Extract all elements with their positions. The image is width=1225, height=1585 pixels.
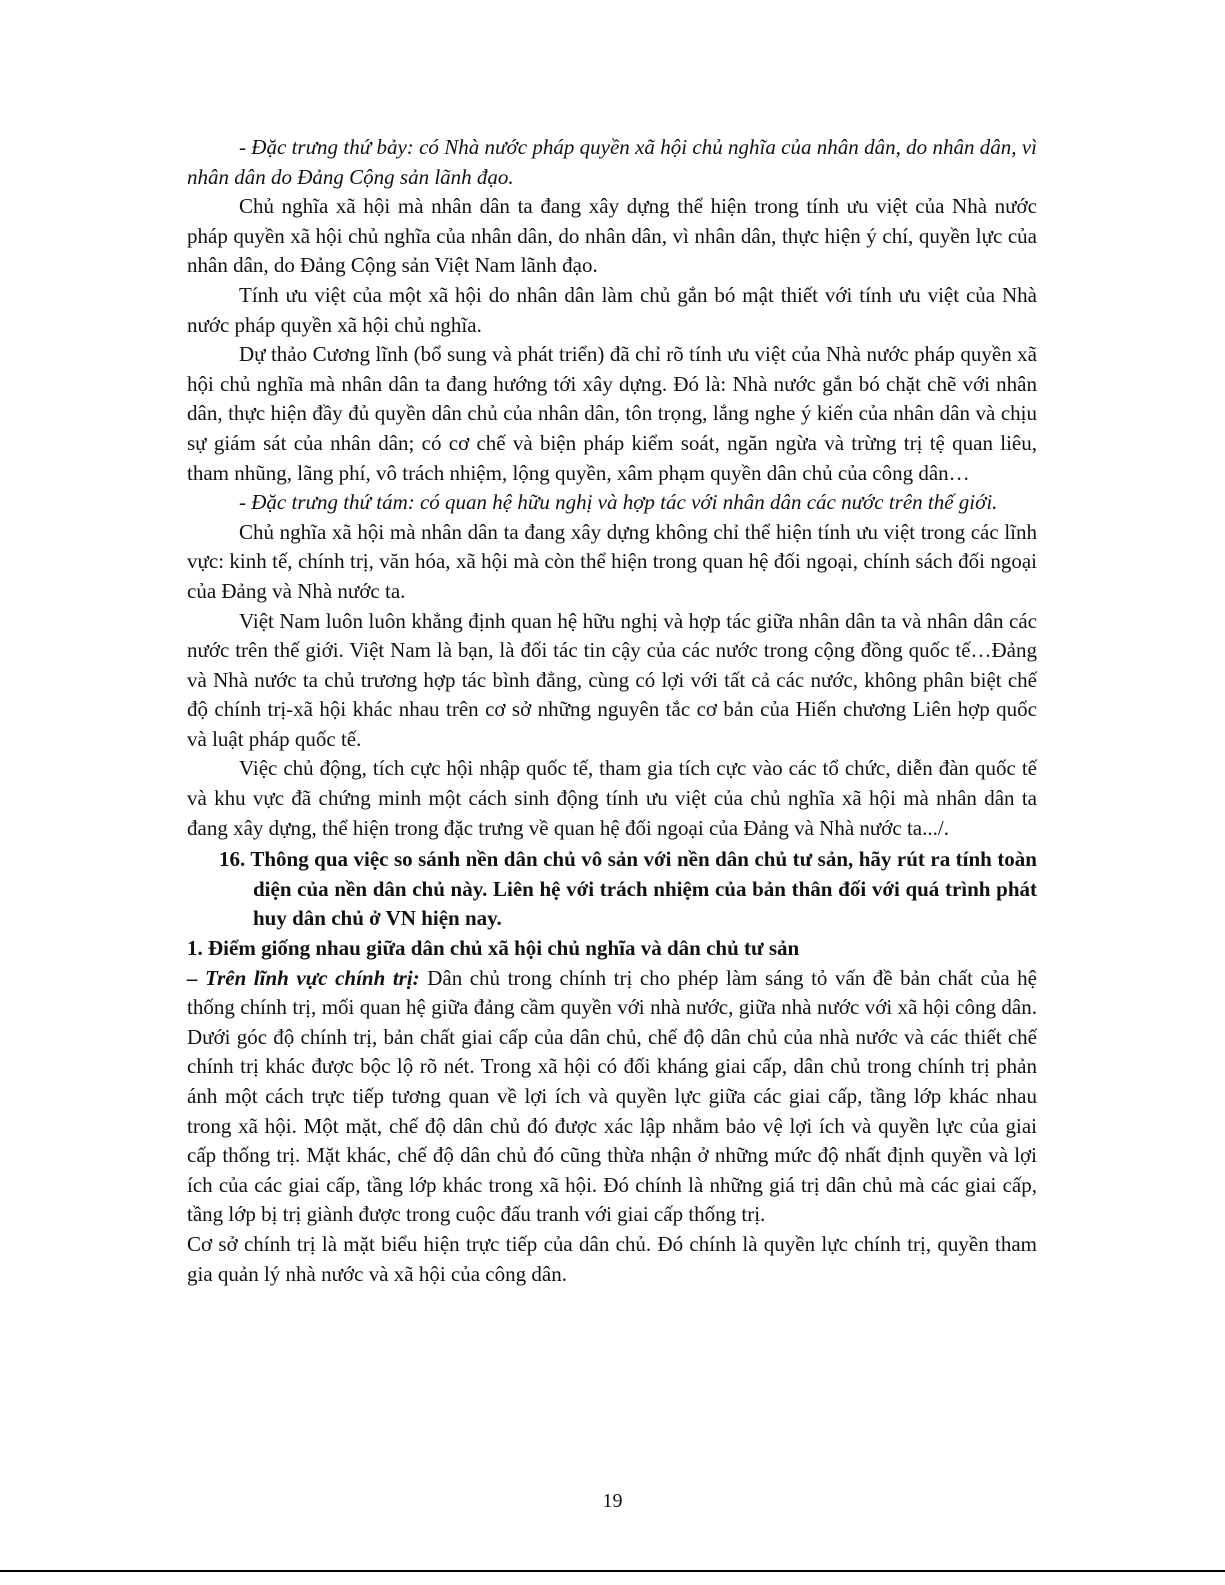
- page-body: [187, 133, 1037, 1289]
- section-heading: 1. Điểm giống nhau giữa dân chủ xã hội chủ nghĩa và dân chủ tư sản: [187, 936, 800, 961]
- feature-eight-heading: - Đặc trưng thứ tám: có quan hệ hữu nghị và hợp tác với nhân dân các nước trên thế giới.: [239, 490, 998, 515]
- body-paragraph: Cơ sở chính trị là mặt biểu hiện trực tiếp của dân chủ. Đó chính là quyền lực chính trị, quyền tham gia quản lý nhà nước và xã hội của công dân.: [187, 1231, 1037, 1286]
- political-field-text: Dân chủ trong chính trị cho phép làm sáng tỏ vấn đề bản chất của hệ thống chính trị, mối quan hệ giữa đảng cầm quyền với nhà nước, giữa nhà nước với xã hội công dân. Dưới góc độ chính trị, bản chất giai cấp của dân chủ, chế độ dân chủ của nhà nước và các thiết chế chính trị khác được bộc lộ rõ nét. Trong xã hội có đối kháng giai cấp, dân chủ trong chính trị phản ánh một cách trực tiếp tương quan về lợi ích và quyền lực giữa các giai cấp, tầng lớp khác nhau trong xã hội. Một mặt, chế độ dân chủ đó được xác lập nhằm bảo vệ lợi ích và quyền lực của giai cấp thống trị. Mặt khác, chế độ dân chủ đó cũng thừa nhận ở những mức độ nhất định quyền và lợi ích của các giai cấp, tầng lớp khác trong xã hội. Đó chính là những giá trị dân chủ mà các giai cấp, tầng lớp bị trị giành được trong cuộc đấu tranh với giai cấp thống trị.: [187, 965, 1038, 1227]
- political-field-label: – Trên lĩnh vực chính trị:: [187, 965, 420, 990]
- body-paragraph: Chủ nghĩa xã hội mà nhân dân ta đang xây dựng thể hiện trong tính ưu việt của Nhà nước pháp quyền xã hội chủ nghĩa của nhân dân, do nhân dân, vì nhân dân, thực hiện ý chí, quyền lực của nhân dân, do Đảng Cộng sản Việt Nam lãnh đạo.: [187, 194, 1037, 278]
- body-paragraph: Việt Nam luôn luôn khẳng định quan hệ hữu nghị và hợp tác giữa nhân dân ta và nhân dân các nước trên thế giới. Việt Nam là bạn, là đối tác tin cậy của các nước trong cộng đồng quốc tế…Đảng và Nhà nước ta chủ trương hợp tác bình đẳng, cùng có lợi với tất cả các nước, không phân biệt chế độ chính trị-xã hội khác nhau trên cơ sở những nguyên tắc cơ bản của Hiến chương Liên hợp quốc và luật pháp quốc tế.: [187, 608, 1037, 751]
- body-paragraph: Chủ nghĩa xã hội mà nhân dân ta đang xây dựng không chỉ thể hiện tính ưu việt trong các lĩnh vực: kinh tế, chính trị, văn hóa, xã hội mà còn thể hiện trong quan hệ đối ngoại, chính sách đối ngoại của Đảng và Nhà nước ta.: [187, 519, 1037, 603]
- body-paragraph: Việc chủ động, tích cực hội nhập quốc tế, tham gia tích cực vào các tổ chức, diễn đàn quốc tế và khu vực đã chứng minh một cách sinh động tính ưu việt của chủ nghĩa xã hội mà nhân dân ta đang xây dựng, thể hiện trong đặc trưng về quan hệ đối ngoại của Đảng và Nhà nước ta.../.: [187, 756, 1037, 840]
- page-number: 19: [602, 1490, 623, 1512]
- body-paragraph: [187, 964, 1037, 1230]
- body-paragraph: Dự thảo Cương lĩnh (bổ sung và phát triển) đã chỉ rõ tính ưu việt của Nhà nước pháp quyền xã hội chủ nghĩa mà nhân dân ta đang hướng tới xây dựng. Đó là: Nhà nước gắn bó chặt chẽ với nhân dân, thực hiện đầy đủ quyền dân chủ của nhân dân, tôn trọng, lắng nghe ý kiến của nhân dân và chịu sự giám sát của nhân dân; có cơ chế và biện pháp kiểm soát, ngăn ngừa và trừng trị tệ quan liêu, tham nhũng, lãng phí, vô trách nhiệm, lộng quyền, xâm phạm quyền dân chủ của công dân…: [187, 342, 1037, 485]
- bottom-divider: [0, 1570, 1225, 1572]
- body-paragraph: Tính ưu việt của một xã hội do nhân dân làm chủ gắn bó mật thiết với tính ưu việt của Nhà nước pháp quyền xã hội chủ nghĩa.: [187, 282, 1037, 337]
- question-heading: 16. Thông qua việc so sánh nền dân chủ vô sản với nền dân chủ tư sản, hãy rút ra tính toàn diện của nền dân chủ này. Liên hệ với trách nhiệm của bản thân đối với quá trình phát huy dân chủ ở VN hiện nay.: [219, 847, 1037, 931]
- feature-seven-heading: - Đặc trưng thứ bảy: có Nhà nước pháp quyền xã hội chủ nghĩa của nhân dân, do nhân dân, vì nhân dân do Đảng Cộng sản lãnh đạo.: [187, 135, 1037, 189]
